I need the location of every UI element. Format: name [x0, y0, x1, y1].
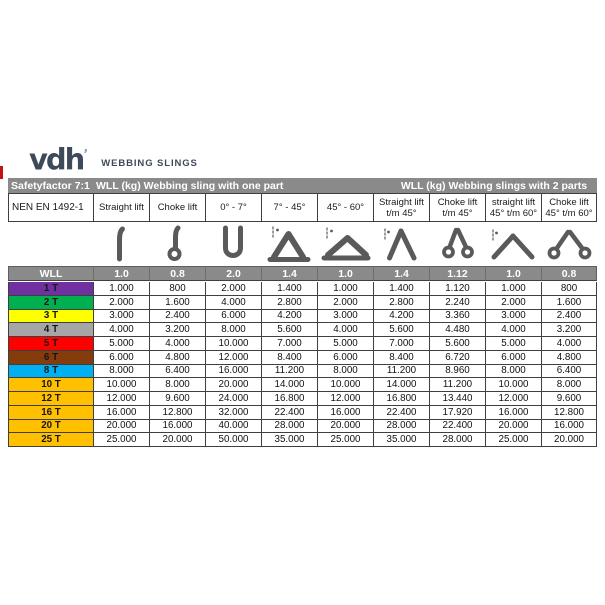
- wll-value-cell: 1.400: [373, 282, 429, 296]
- wll-value-cell: 4.000: [149, 337, 205, 351]
- wll-value-cell: 3.360: [429, 310, 485, 324]
- wll-value-cell: 10.000: [317, 378, 373, 392]
- column-header-6: [429, 193, 485, 222]
- wll-value-cell: 10.000: [93, 378, 149, 392]
- wll-value-cell: 8.000: [205, 323, 261, 337]
- wll-value-cell: 800: [541, 282, 597, 296]
- wll-value-cell: 22.400: [429, 420, 485, 434]
- wll-row-label: 12 T: [8, 392, 93, 406]
- load-factor-3: 1.4: [261, 266, 317, 281]
- wll-value-cell: 2.000: [485, 296, 541, 310]
- wll-value-cell: 4.200: [373, 310, 429, 324]
- wll-value-cell: 2.800: [373, 296, 429, 310]
- wll-value-cell: 28.000: [429, 433, 485, 447]
- wll-row-label: 25 T: [8, 433, 93, 447]
- wll-value-cell: 4.800: [149, 351, 205, 365]
- vdh-logo: vdh ’: [29, 143, 88, 173]
- load-factor-2: 2.0: [205, 266, 261, 281]
- wll-value-cell: 1.000: [317, 282, 373, 296]
- brand-tagline: WEBBING SLINGS: [101, 157, 198, 169]
- wll-value-cell: 5.000: [317, 337, 373, 351]
- wll-value-cell: 35.000: [373, 433, 429, 447]
- basket-0-7-icon: [205, 222, 261, 266]
- wll-value-cell: 4.000: [317, 323, 373, 337]
- wll-value-cell: 2.000: [317, 296, 373, 310]
- wll-value-cell: 5.600: [429, 337, 485, 351]
- column-header-row: [8, 193, 597, 222]
- wll-value-cell: 11.200: [261, 365, 317, 379]
- wll-value-cell: 25.000: [317, 433, 373, 447]
- table-row: [8, 310, 597, 324]
- wll-value-cell: 4.000: [485, 323, 541, 337]
- wll-value-cell: 20.000: [149, 433, 205, 447]
- two-leg-choke-60-icon: [541, 222, 597, 266]
- wll-value-cell: 2.240: [429, 296, 485, 310]
- wll-value-cell: 12.800: [541, 406, 597, 420]
- wll-value-cell: 4.000: [93, 323, 149, 337]
- wll-value-cell: 11.200: [429, 378, 485, 392]
- column-header-label: Choke lift: [549, 196, 589, 208]
- table-row: [8, 420, 597, 434]
- table-row: [8, 433, 597, 447]
- wll-value-cell: 20.000: [485, 420, 541, 434]
- wll-value-cell: 22.400: [261, 406, 317, 420]
- wll-value-cell: 25.000: [485, 433, 541, 447]
- wll-value-cell: 16.000: [205, 365, 261, 379]
- wll-value-cell: 1.400: [261, 282, 317, 296]
- column-header-sublabel: 45° t/m 60°: [545, 207, 593, 219]
- wll-value-cell: 5.000: [93, 337, 149, 351]
- wll-value-cell: 16.000: [93, 406, 149, 420]
- wll-value-cell: 2.800: [261, 296, 317, 310]
- wll-value-cell: 6.720: [429, 351, 485, 365]
- wll-value-cell: 8.000: [541, 378, 597, 392]
- wll-value-cell: 20.000: [317, 420, 373, 434]
- wll-value-cell: 3.000: [93, 310, 149, 324]
- wll-row-label: 3 T: [8, 310, 93, 324]
- wll-value-cell: 28.000: [373, 420, 429, 434]
- wll-value-cell: 1.600: [541, 296, 597, 310]
- column-header-8: [541, 193, 597, 222]
- load-factor-8: 0.8: [541, 266, 597, 281]
- column-header-sublabel: t/m 45°: [386, 207, 417, 219]
- wll-value-cell: 6.000: [205, 310, 261, 324]
- load-factor-7: 1.0: [485, 266, 541, 281]
- wll-value-cell: 16.000: [485, 406, 541, 420]
- wll-value-cell: 8.400: [373, 351, 429, 365]
- wll-value-cell: 20.000: [541, 433, 597, 447]
- wll-value-cell: 2.400: [149, 310, 205, 324]
- safety-factor-label: Safetyfactor 7:1: [11, 179, 90, 192]
- table-row: [8, 323, 597, 337]
- left-edge-red-mark: [0, 166, 3, 179]
- wll-row-label: 4 T: [8, 323, 93, 337]
- wll-row-label: 5 T: [8, 337, 93, 351]
- wll-value-cell: 12.000: [205, 351, 261, 365]
- two-leg-choke-45-icon: [429, 222, 485, 266]
- wll-value-cell: 22.400: [373, 406, 429, 420]
- table-row: [8, 351, 597, 365]
- wll-value-cell: 14.000: [261, 378, 317, 392]
- wll-value-cell: 12.000: [485, 392, 541, 406]
- icon-spacer: [8, 222, 93, 266]
- wll-value-cell: 800: [149, 282, 205, 296]
- wll-value-cell: 40.000: [205, 420, 261, 434]
- load-factor-1: 0.8: [149, 266, 205, 281]
- wll-value-cell: 50.000: [205, 433, 261, 447]
- wll-value-cell: 24.000: [205, 392, 261, 406]
- wll-row-label: 16 T: [8, 406, 93, 420]
- wll-value-cell: 4.000: [205, 296, 261, 310]
- sling-icon-row: [8, 222, 597, 266]
- wll-value-cell: 5.600: [373, 323, 429, 337]
- one-part-title: WLL (kg) Webbing sling with one part: [96, 179, 284, 192]
- wll-value-cell: 8.400: [261, 351, 317, 365]
- basket-7-45-icon: [261, 222, 317, 266]
- wll-value-cell: 11.200: [373, 365, 429, 379]
- wll-value-cell: 2.400: [541, 310, 597, 324]
- brand-header: [29, 142, 198, 177]
- wll-value-cell: 3.200: [541, 323, 597, 337]
- two-leg-straight-60-icon: [485, 222, 541, 266]
- column-header-1: [149, 193, 205, 222]
- wll-value-cell: 8.960: [429, 365, 485, 379]
- column-header-label: Choke lift: [157, 202, 198, 213]
- column-header-label: 45° - 60°: [326, 202, 365, 213]
- wll-value-cell: 8.000: [317, 365, 373, 379]
- column-header-label: 0° - 7°: [220, 202, 247, 213]
- column-header-3: [261, 193, 317, 222]
- wll-value-cell: 9.600: [149, 392, 205, 406]
- table-row: [8, 337, 597, 351]
- table-row: [8, 378, 597, 392]
- wll-value-cell: 14.000: [373, 378, 429, 392]
- wll-header-label: WLL: [8, 266, 93, 281]
- load-factor-4: 1.0: [317, 266, 373, 281]
- straight-lift-icon: [93, 222, 149, 266]
- wll-value-cell: 2.000: [205, 282, 261, 296]
- basket-45-60-icon: [317, 222, 373, 266]
- wll-value-cell: 6.000: [93, 351, 149, 365]
- wll-value-cell: 13.440: [429, 392, 485, 406]
- wll-value-cell: 8.000: [149, 378, 205, 392]
- wll-value-cell: 6.400: [541, 365, 597, 379]
- wll-row-label: 6 T: [8, 351, 93, 365]
- column-header-4: [317, 193, 373, 222]
- column-header-2: [205, 193, 261, 222]
- column-header-label: straight lift: [491, 196, 536, 208]
- table-row: [8, 296, 597, 310]
- wll-value-cell: 7.000: [261, 337, 317, 351]
- wll-value-cell: 12.000: [93, 392, 149, 406]
- column-header-7: [485, 193, 541, 222]
- wll-value-cell: 4.800: [541, 351, 597, 365]
- wll-value-cell: 16.000: [149, 420, 205, 434]
- wll-value-cell: 4.000: [541, 337, 597, 351]
- wll-value-cell: 3.000: [317, 310, 373, 324]
- column-header-sublabel: t/m 45°: [442, 207, 473, 219]
- column-header-label: Straight lift: [99, 202, 144, 213]
- wll-row-label: 2 T: [8, 296, 93, 310]
- table-row: [8, 365, 597, 379]
- wll-value-cell: 16.800: [373, 392, 429, 406]
- wll-value-cell: 6.400: [149, 365, 205, 379]
- wll-value-cell: 1.000: [485, 282, 541, 296]
- load-factor-5: 1.4: [373, 266, 429, 281]
- wll-value-cell: 6.000: [485, 351, 541, 365]
- wll-value-cell: 9.600: [541, 392, 597, 406]
- wll-value-cell: 3.200: [149, 323, 205, 337]
- wll-value-cell: 1.600: [149, 296, 205, 310]
- wll-value-cell: 4.200: [261, 310, 317, 324]
- wll-value-cell: 1.000: [93, 282, 149, 296]
- wll-value-cell: 35.000: [261, 433, 317, 447]
- wll-value-cell: 5.000: [485, 337, 541, 351]
- wll-value-cell: 17.920: [429, 406, 485, 420]
- wll-value-cell: 20.000: [205, 378, 261, 392]
- column-header-label: 7° - 45°: [273, 202, 306, 213]
- wll-value-cell: 10.000: [485, 378, 541, 392]
- wll-value-cell: 32.000: [205, 406, 261, 420]
- column-header-label: Choke lift: [437, 196, 478, 208]
- wll-value-cell: 1.120: [429, 282, 485, 296]
- table-row: [8, 392, 597, 406]
- wll-value-cell: 3.000: [485, 310, 541, 324]
- wll-value-cell: 7.000: [373, 337, 429, 351]
- table-row: [8, 282, 597, 296]
- load-factor-6: 1.12: [429, 266, 485, 281]
- wll-value-cell: 28.000: [261, 420, 317, 434]
- column-header-sublabel: 45° t/m 60°: [489, 207, 538, 219]
- wll-factor-header-row: [8, 266, 597, 281]
- standard-label: NEN EN 1492-1: [8, 193, 93, 222]
- wll-value-cell: 10.000: [205, 337, 261, 351]
- wll-value-cell: 6.000: [317, 351, 373, 365]
- choke-lift-icon: [149, 222, 205, 266]
- two-leg-straight-45-icon: [373, 222, 429, 266]
- wll-value-cell: 8.000: [93, 365, 149, 379]
- wll-row-label: 10 T: [8, 378, 93, 392]
- wll-value-cell: 25.000: [93, 433, 149, 447]
- wll-value-cell: 16.000: [541, 420, 597, 434]
- wll-row-label: 1 T: [8, 282, 93, 296]
- column-header-0: [93, 193, 149, 222]
- wll-table-body: [8, 282, 597, 447]
- wll-value-cell: 2.000: [93, 296, 149, 310]
- wll-value-cell: 8.000: [485, 365, 541, 379]
- wll-value-cell: 12.800: [149, 406, 205, 420]
- wll-value-cell: 12.000: [317, 392, 373, 406]
- column-header-5: [373, 193, 429, 222]
- wll-value-cell: 16.000: [317, 406, 373, 420]
- table-row: [8, 406, 597, 420]
- table-title-banner: [8, 178, 597, 193]
- wll-value-cell: 4.480: [429, 323, 485, 337]
- two-parts-title: WLL (kg) Webbing slings with 2 parts: [400, 179, 588, 192]
- column-header-label: Straight lift: [379, 196, 424, 208]
- wll-value-cell: 16.800: [261, 392, 317, 406]
- wll-row-label: 20 T: [8, 420, 93, 434]
- load-factor-0: 1.0: [93, 266, 149, 281]
- wll-row-label: 8 T: [8, 365, 93, 379]
- wll-value-cell: 5.600: [261, 323, 317, 337]
- wll-value-cell: 20.000: [93, 420, 149, 434]
